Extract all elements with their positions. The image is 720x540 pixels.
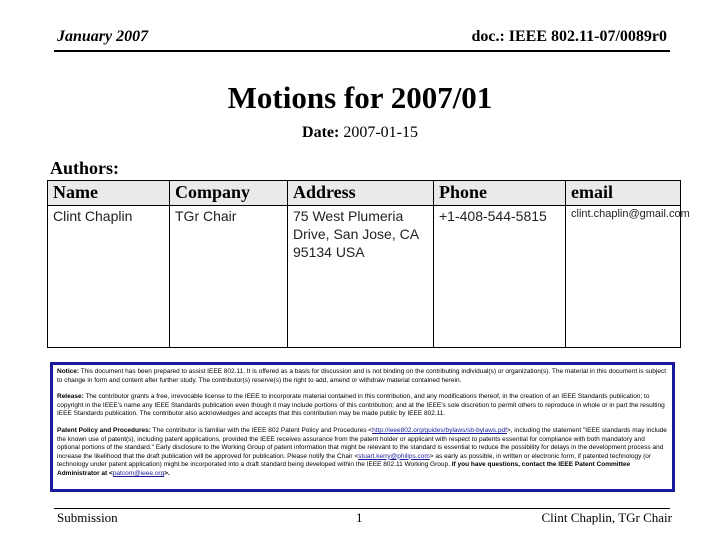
authors-label: Authors: [50,158,120,178]
release-label: Release: [57,393,84,401]
date-value: 2007-01-15 [343,124,418,141]
patent-text-c: > as early as possible, in written or electronic form, if patented technology (or technology under patent application) might be incorporated into a draft standard being developed within the IEEE 802.11 Working Group. [57,452,652,469]
page-number: 1 [356,510,363,525]
footer-divider [54,508,670,509]
footer-author: Clint Chaplin, TGr Chair [541,510,672,525]
col-header-company: Company [170,181,288,206]
header-doc-id: doc.: IEEE 802.11-07/0089r0 [471,28,667,45]
header-date: January 2007 [57,28,149,45]
date-label: Date: [302,124,340,141]
authors-table [47,180,690,348]
notice-paragraph [57,368,668,385]
date-line [0,124,720,142]
notice-label: Notice: [57,368,80,375]
cell-name: Clint Chaplin [48,206,170,348]
patcom-link[interactable]: patcom@ieee.org [112,469,165,477]
notice-box [50,362,675,492]
release-text: The contributor grants a free, irrevocable license to the IEEE to incorporate material contained in this contribution, and any modifications thereof, in the creation of an IEEE Standards publication; to copyright in the IEEE's name any IEEE Standards publication even though it may include portions of this contribution; and at the IEEE's sole discretion to permit others to reproduce in whole or in part the resulting IEEE Standards publication. The contributor also acknowledges and accepts that this contribution may be made public by IEEE 802.11. [57,393,665,418]
cell-address: 75 West Plumeria Drive, San Jose, CA 95134 USA [288,206,434,348]
patent-end: >. [164,469,170,477]
chair-email-link[interactable]: stuart.kerry@philips.com [358,452,430,460]
col-header-phone: Phone [434,181,566,206]
patent-text-b: >, including the statement "IEEE standards may include the known use of patent(s), including patent applications, provided the IEEE receives assurance from the patent holder or applicant with respect to patents essential for compliance with both mandatory and optional portions of the standard." Early disclosure to the Working Group of patent information that might be relevant to the standard is essential to reduce the possibility for delays in the development process and increase the likelihood that the draft publication will be approved for publication. Please notify the Chair < [57,426,667,460]
notice-text: This document has been prepared to assist IEEE 802.11. It is offered as a basis for discussion and is not binding on the contributing individual(s) or organization(s). The material in this document is subject to change in form and content after further study. The contributor(s) reserve(s) the right to add, amend or withdraw material contained herein. [57,368,667,384]
cell-phone: +1-408-544-5815 [434,206,566,348]
cell-company: TGr Chair [170,206,288,348]
col-header-email: email [566,181,681,206]
header-divider [54,50,670,52]
footer-submission: Submission [57,510,118,525]
col-header-name: Name [48,181,170,206]
table-header-row [48,181,681,206]
slide-title: Motions for 2007/01 [227,80,493,115]
bylaws-link[interactable]: http://ieee802.org/guides/bylaws/sb-bylaws.pdf [372,426,507,434]
col-header-address: Address [288,181,434,206]
patent-paragraph [57,427,668,479]
cell-email: clint.chaplin@gmail.com [566,206,681,348]
release-paragraph [57,393,668,419]
patent-text-a: The contributor is familiar with the IEEE 802 Patent Policy and Procedures < [150,426,373,434]
table-row [48,206,681,348]
patent-questions: If you have questions, contact the IEEE Patent Committee Administrator at < [57,461,631,477]
patent-label: Patent Policy and Procedures: [57,426,151,434]
